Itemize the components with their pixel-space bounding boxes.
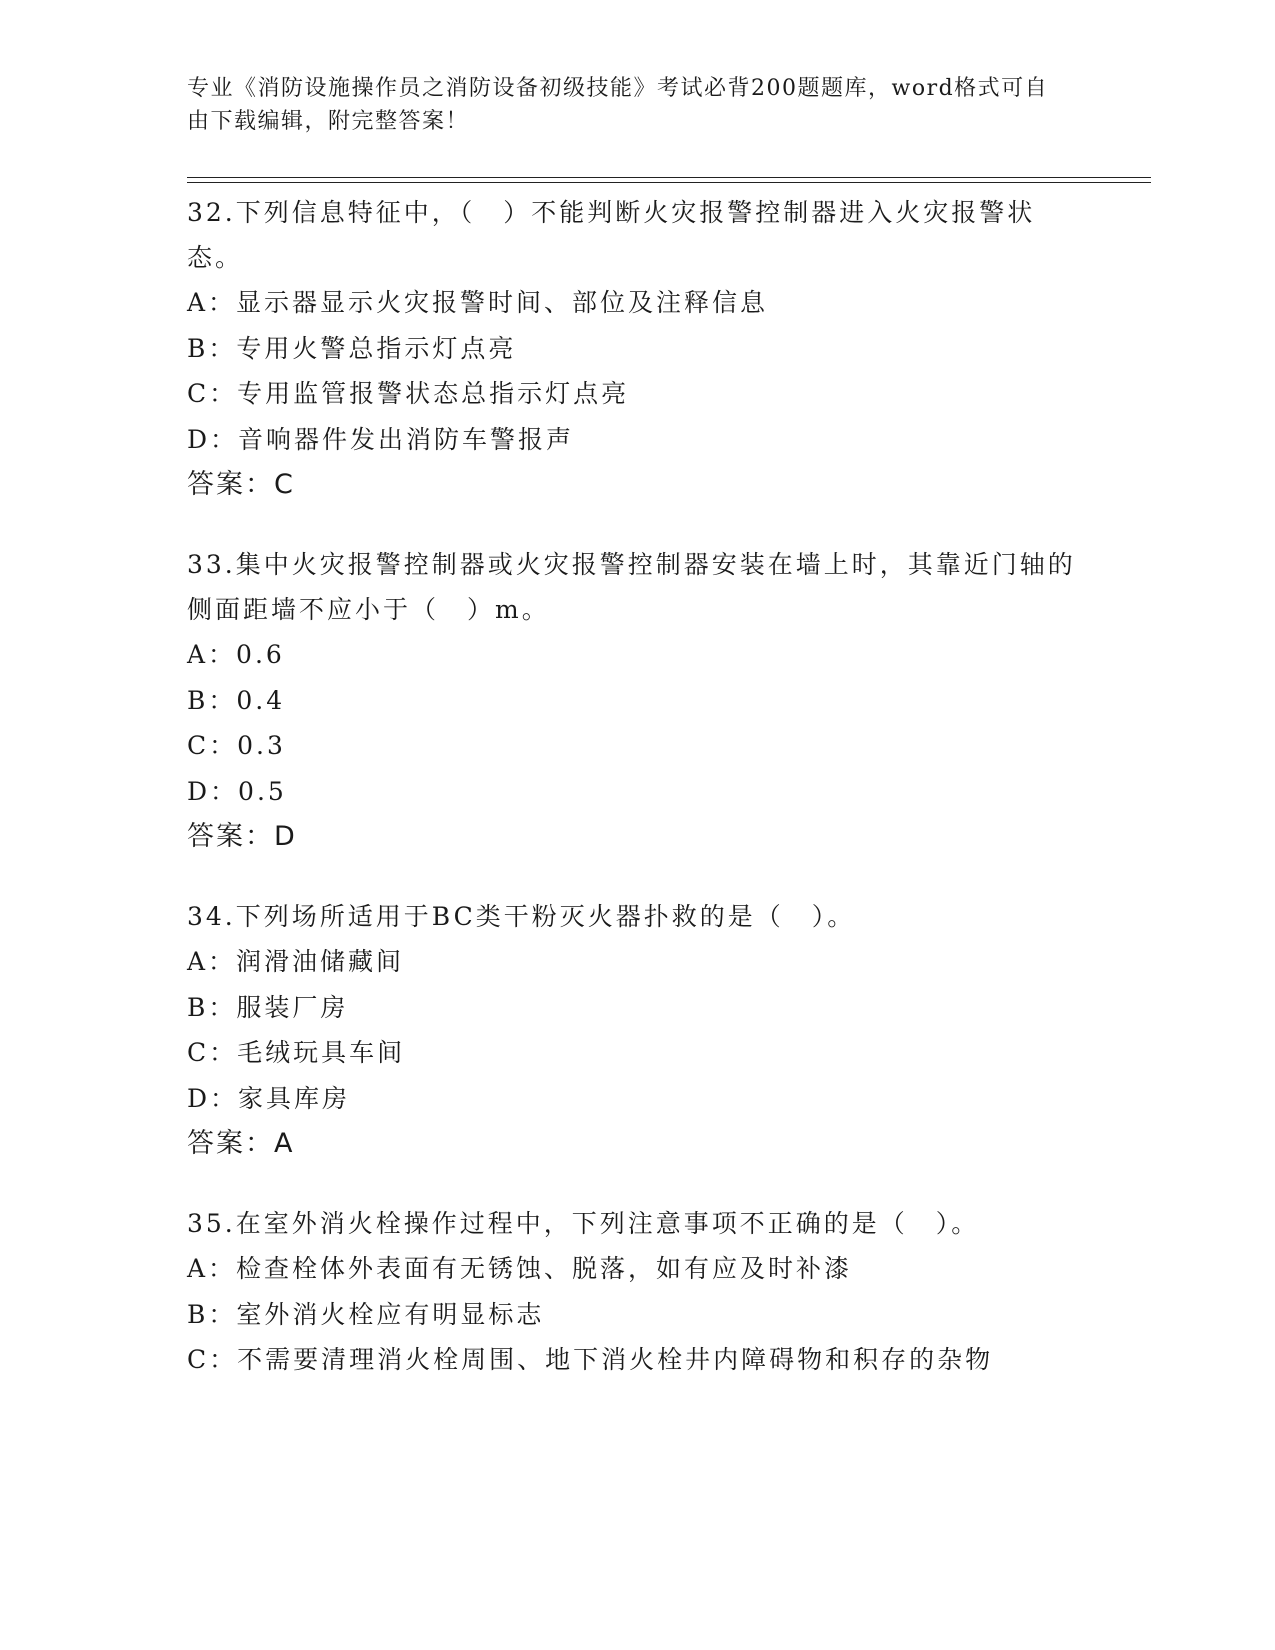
option-c: C：毛绒玩具车间 [187, 1038, 406, 1067]
option-a: A：润滑油储藏间 [187, 947, 405, 976]
header-rule-bottom [187, 182, 1151, 183]
question-34 [187, 894, 1087, 1166]
answer-text: 答案：C [187, 469, 295, 500]
option-b: B：室外消火栓应有明显标志 [187, 1299, 545, 1329]
question-list [187, 190, 1087, 1418]
option-a: A：检查栓体外表面有无锈蚀、脱落，如有应及时补漆 [187, 1254, 853, 1283]
option-d: D：家具库房 [187, 1083, 351, 1113]
option-c: C：0.3 [187, 731, 286, 760]
option-b: B：专用火警总指示灯点亮 [187, 333, 517, 363]
option-b: B：0.4 [187, 685, 286, 715]
answer-text: 答案：A [187, 1128, 295, 1159]
question-33 [187, 542, 1087, 859]
answer-text: 答案：D [187, 821, 297, 852]
document-header: 专业《消防设施操作员之消防设备初级技能》考试必背200题题库，word格式可自由下载编辑，附完整答案！ [187, 76, 1049, 134]
question-stem: 34.下列场所适用于BC类干粉灭火器扑救的是（ ）。 [187, 902, 856, 931]
option-c: C：不需要清理消火栓周围、地下消火栓井内障碍物和积存的杂物 [187, 1345, 994, 1374]
question-35 [187, 1201, 1087, 1383]
option-b: B：服装厂房 [187, 992, 349, 1022]
option-d: D：0.5 [187, 776, 287, 806]
option-d: D：音响器件发出消防车警报声 [187, 424, 575, 454]
option-c: C：专用监管报警状态总指示灯点亮 [187, 379, 630, 408]
question-stem: 35.在室外消火栓操作过程中，下列注意事项不正确的是（ ）。 [187, 1209, 980, 1238]
question-stem: 33.集中火灾报警控制器或火灾报警控制器安装在墙上时，其靠近门轴的侧面距墙不应小于（ ）m。 [187, 550, 1076, 624]
question-stem: 32.下列信息特征中，（ ）不能判断火灾报警控制器进入火灾报警状态。 [187, 198, 1036, 272]
option-a: A：显示器显示火灾报警时间、部位及注释信息 [187, 288, 769, 317]
option-a: A：0.6 [187, 640, 285, 669]
question-32 [187, 190, 1087, 507]
header-rule-top [187, 177, 1151, 178]
